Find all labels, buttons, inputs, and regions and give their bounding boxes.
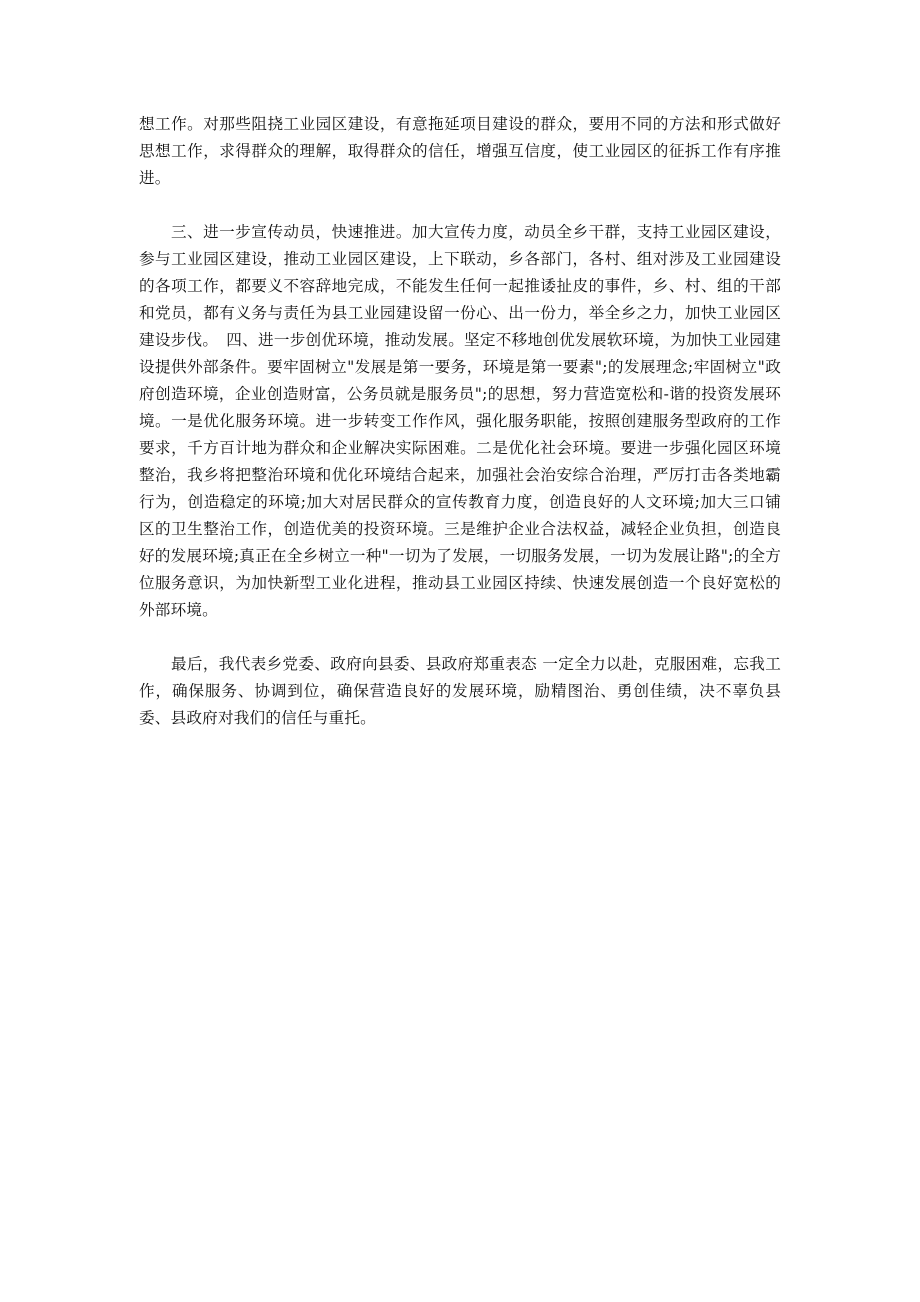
- paragraph-section-three-four: 三、进一步宣传动员，快速推进。加大宣传力度，动员全乡干群，支持工业园区建设，参与工业园区建设，推动工业园区建设，上下联动，乡各部门，各村、组对涉及工业园建设的各项工作，都要义不容辞地完成，不能发生任何一起推诿扯皮的事件，乡、村、组的干部和党员，都有义务与责任为县工业园建设留一份心、出一份力，举全乡之力，加快工业园区建设步伐。 四、进一步创优环境，推动发展。坚定不移地创优发展软环境，为加快工业园建设提供外部条件。要牢固树立"发展是第一要务，环境是第一要素";的发展理念;牢固树立"政府创造环境，企业创造财富，公务员就是服务员";的思想，努力营造宽松和-谐的投资发展环境。一是优化服务环境。进一步转变工作作风，强化服务职能，按照创建服务型政府的工作要求，千方百计地为群众和企业解决实际困难。二是优化社会环境。要进一步强化园区环境整治，我乡将把整治环境和优化环境结合起来，加强社会治安综合治理，严厉打击各类地霸行为，创造稳定的环境;加大对居民群众的宣传教育力度，创造良好的人文环境;加大三口铺区的卫生整治工作，创造优美的投资环境。三是维护企业合法权益，减轻企业负担，创造良好的发展环境;真正在全乡树立一种"一切为了发展，一切服务发展，一切为发展让路";的全方位服务意识，为加快新型工业化进程，推动县工业园区持续、快速发展创造一个良好宽松的外部环境。: [139, 223, 781, 619]
- paragraph-closing: 最后，我代表乡党委、政府向县委、县政府郑重表态 一定全力以赴，克服困难，忘我工作，确保服务、协调到位，确保营造良好的发展环境，励精图治、勇创佳绩，决不辜负县委、县政府对我们的信任与重托。: [139, 655, 781, 727]
- document-body: [139, 111, 781, 732]
- paragraph-continuation: 想工作。对那些阻挠工业园区建设，有意拖延项目建设的群众，要用不同的方法和形式做好思想工作，求得群众的理解，取得群众的信任，增强互信度，使工业园区的征拆工作有序推进。: [139, 115, 781, 187]
